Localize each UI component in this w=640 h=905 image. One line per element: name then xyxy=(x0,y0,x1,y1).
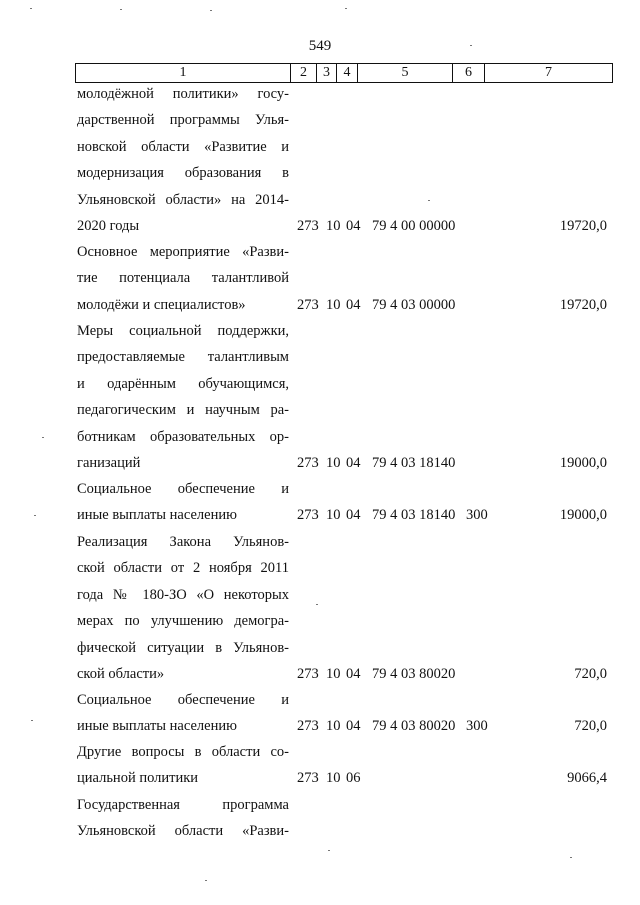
section-code: 10 xyxy=(326,218,341,234)
scan-speck xyxy=(316,604,318,605)
amount: 720,0 xyxy=(574,666,607,682)
description-line: иные выплаты населению xyxy=(77,507,237,524)
amount: 720,0 xyxy=(574,718,607,734)
target-article-code: 79 4 03 80020 xyxy=(372,718,456,734)
row-description xyxy=(77,739,289,792)
description-line: молодёжной политики» госу- xyxy=(77,86,289,102)
scan-speck xyxy=(205,880,207,881)
scan-speck xyxy=(30,8,32,9)
column-header-2: 2 xyxy=(291,64,317,83)
section-code: 10 xyxy=(326,718,341,734)
description-line: ской области» xyxy=(77,665,165,682)
column-header-7: 7 xyxy=(485,64,613,83)
description-line: Ульяновской области «Разви- xyxy=(77,823,289,840)
subsection-code: 04 xyxy=(346,455,361,471)
description-line: фической ситуации в Ульянов- xyxy=(77,639,289,656)
ministry-code: 273 xyxy=(297,718,319,734)
column-header-4: 4 xyxy=(337,64,358,83)
subsection-code: 04 xyxy=(346,297,361,313)
subsection-code: 06 xyxy=(346,770,361,786)
scan-speck xyxy=(345,8,347,9)
scan-speck xyxy=(120,9,122,10)
ministry-code: 273 xyxy=(297,455,319,471)
scan-speck xyxy=(470,45,472,46)
expense-type-code: 300 xyxy=(466,718,488,734)
section-code: 10 xyxy=(326,770,341,786)
description-line: Социальное обеспечение и xyxy=(77,481,289,497)
description-line: Меры социальной поддержки, xyxy=(77,323,289,339)
target-article-code: 79 4 03 80020 xyxy=(372,666,456,682)
target-article-code: 79 4 03 00000 xyxy=(372,297,456,313)
description-line: Другие вопросы в области со- xyxy=(77,744,289,760)
section-code: 10 xyxy=(326,297,341,313)
description-line: молодёжи и специалистов» xyxy=(77,296,246,313)
scan-speck xyxy=(42,437,44,438)
target-article-code: 79 4 03 18140 xyxy=(372,455,456,471)
scan-speck xyxy=(31,720,33,721)
ministry-code: 273 xyxy=(297,770,319,786)
description-line: педагогическим и научным ра- xyxy=(77,402,289,419)
ministry-code: 273 xyxy=(297,666,319,682)
description-line: Основное мероприятие «Разви- xyxy=(77,244,289,260)
description-line: года № 180-ЗО «О некоторых xyxy=(77,586,289,603)
expense-type-code: 300 xyxy=(466,507,488,523)
ministry-code: 273 xyxy=(297,507,319,523)
row-description xyxy=(77,239,289,318)
subsection-code: 04 xyxy=(346,666,361,682)
description-line: Социальное обеспечение и xyxy=(77,692,289,708)
section-code: 10 xyxy=(326,455,341,471)
scan-speck xyxy=(210,10,212,11)
description-line: 2020 годы xyxy=(77,217,140,234)
section-code: 10 xyxy=(326,507,341,523)
column-header-row xyxy=(76,64,613,83)
column-header-1: 1 xyxy=(76,64,291,83)
amount: 19000,0 xyxy=(559,455,607,471)
column-header-6: 6 xyxy=(453,64,485,83)
row-description xyxy=(77,318,289,476)
scan-speck xyxy=(570,857,572,858)
description-line: ботникам образовательных ор- xyxy=(77,428,289,445)
amount: 9066,4 xyxy=(567,770,607,786)
description-line: тие потенциала талантливой xyxy=(77,270,289,287)
amount: 19000,0 xyxy=(559,507,607,523)
ministry-code: 273 xyxy=(297,218,319,234)
target-article-code: 79 4 03 18140 xyxy=(372,507,456,523)
description-line: ганизаций xyxy=(77,454,141,471)
target-article-code: 79 4 00 00000 xyxy=(372,218,456,234)
row-description xyxy=(77,687,289,740)
row-description xyxy=(77,476,289,529)
description-line: иные выплаты населению xyxy=(77,718,237,735)
description-line: Ульяновской области» на 2014- xyxy=(77,191,289,208)
page-number: 549 xyxy=(308,38,332,54)
description-line: новской области «Развитие и xyxy=(77,138,289,155)
ministry-code: 273 xyxy=(297,297,319,313)
row-description xyxy=(77,529,289,687)
scan-speck xyxy=(34,515,36,516)
amount: 19720,0 xyxy=(559,218,607,234)
description-line: ской области от 2 ноября 2011 xyxy=(77,560,289,577)
column-header-table xyxy=(75,63,613,83)
description-line: циальной политики xyxy=(77,770,199,787)
description-line: модернизация образования в xyxy=(77,165,289,182)
scan-speck xyxy=(328,850,330,851)
description-line: и одарённым обучающимся, xyxy=(77,375,289,392)
amount: 19720,0 xyxy=(559,297,607,313)
description-line: Реализация Закона Ульянов- xyxy=(77,534,289,550)
column-header-3: 3 xyxy=(317,64,337,83)
description-line: Государственная программа xyxy=(77,797,289,813)
row-description xyxy=(77,792,289,845)
scan-speck xyxy=(428,200,430,201)
description-line: мерах по улучшению демогра- xyxy=(77,613,289,630)
description-line: предоставляемые талантливым xyxy=(77,349,289,366)
section-code: 10 xyxy=(326,666,341,682)
description-line: дарственной программы Улья- xyxy=(77,112,289,129)
row-description xyxy=(77,81,289,239)
column-header-5: 5 xyxy=(358,64,453,83)
subsection-code: 04 xyxy=(346,718,361,734)
subsection-code: 04 xyxy=(346,507,361,523)
subsection-code: 04 xyxy=(346,218,361,234)
